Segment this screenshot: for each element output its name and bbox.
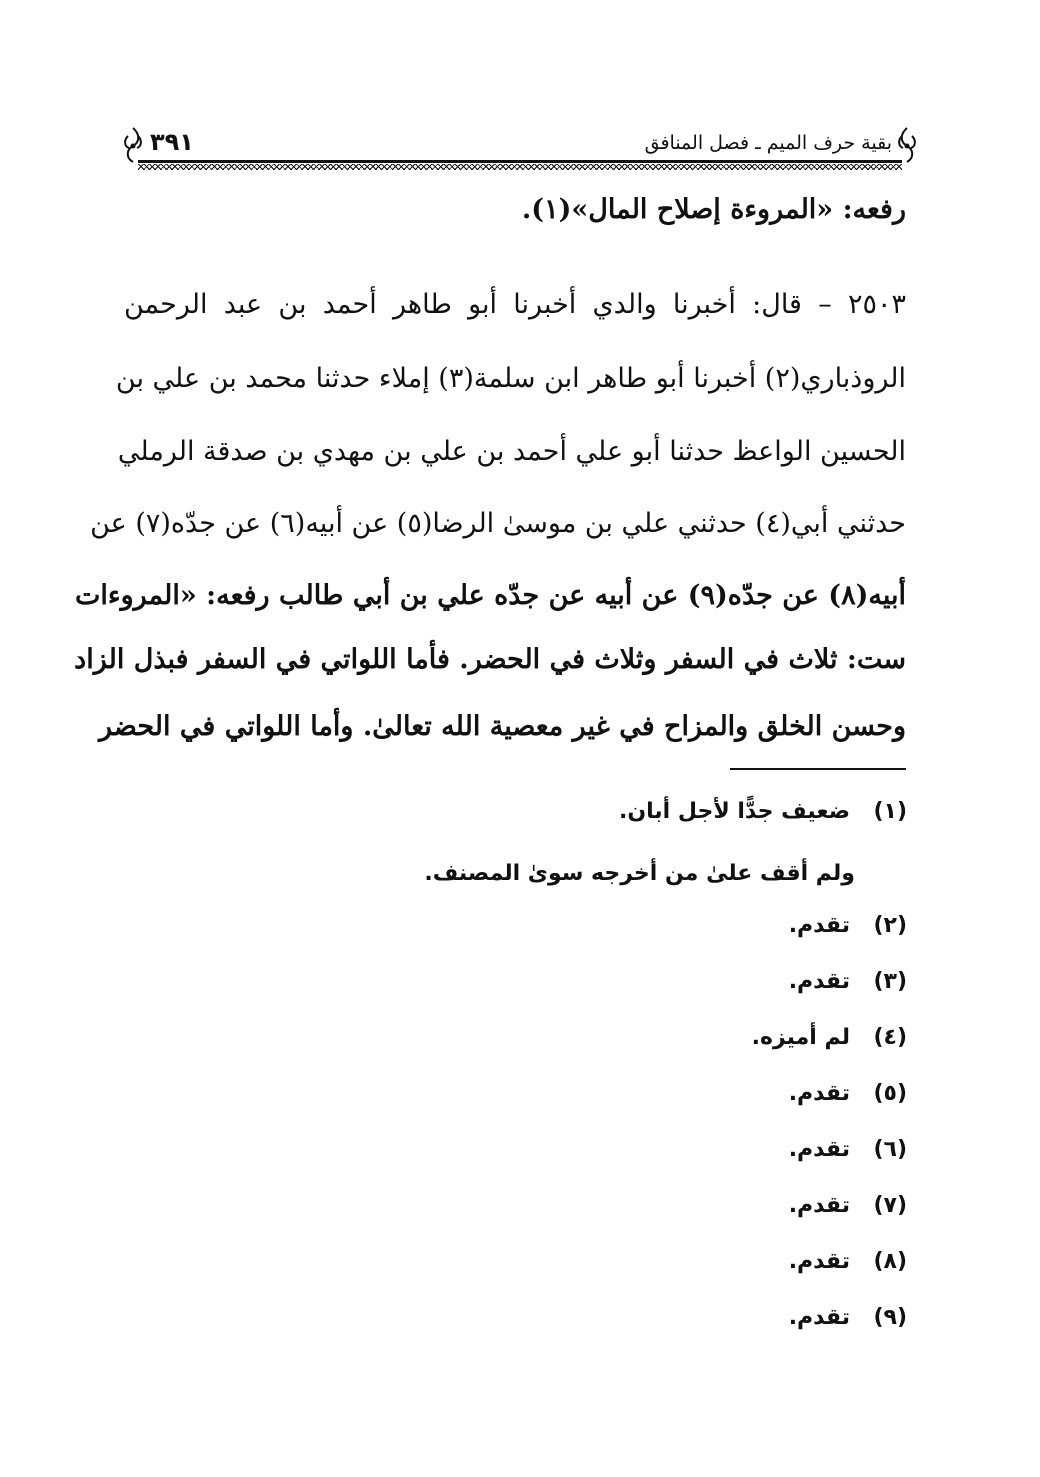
footnote-number: (٣) — [873, 969, 907, 994]
footnote-number: (٤) — [873, 1025, 907, 1050]
header-decorative-band — [138, 164, 902, 170]
ornament-left-icon — [120, 126, 146, 164]
footnote-continuation — [424, 854, 907, 894]
footnote-text: تقدم. — [788, 1081, 850, 1106]
header-title: بقية حرف الميم ـ فصل المنافق — [644, 132, 892, 154]
running-header — [120, 118, 920, 176]
footnote-text: تقدم. — [788, 969, 850, 994]
footnote-number: (١) — [873, 799, 907, 824]
footnote-item — [619, 792, 907, 832]
text-line: الروذباري(٢) أخبرنا أبو طاهر ابن سلمة(٣) إملاء حدثنا محمد بن علي بن — [115, 363, 906, 394]
footnote-text: تقدم. — [788, 1137, 850, 1162]
footnote-number: (٥) — [873, 1081, 907, 1106]
footnote-number: (٨) — [873, 1249, 907, 1274]
footnote-item — [789, 1298, 907, 1338]
footnote-number: (٦) — [873, 1137, 907, 1162]
text-line: ٢٥٠٣ – قال: أخبرنا والدي أخبرنا أبو طاهر أحمد بن عبد الرحمن — [124, 289, 906, 320]
footnote-text: ولم أقف علىٰ من أخرجه سوىٰ المصنف. — [424, 861, 855, 886]
header-rule — [138, 160, 902, 163]
footnote-number: (٢) — [873, 913, 907, 938]
footnote-text: لم أميزه. — [751, 1025, 850, 1050]
footnote-item — [789, 962, 907, 1002]
text-line: أبيه(٨) عن جدّه(٩) عن أبيه عن جدّه علي بن أبي طالب رفعه: «المروءات — [74, 580, 906, 611]
footnote-text: تقدم. — [788, 913, 850, 938]
footnote-item — [789, 1242, 907, 1282]
footnote-text: تقدم. — [788, 1305, 850, 1330]
footnote-item — [789, 906, 907, 946]
footnote-item — [789, 1074, 907, 1114]
text-line: ست: ثلاث في السفر وثلاث في الحضر. فأما اللواتي في السفر فبذل الزاد — [74, 644, 906, 675]
footnote-item — [789, 1186, 907, 1226]
footnote-text: تقدم. — [788, 1193, 850, 1218]
footnote-number: (٧) — [873, 1193, 907, 1218]
footnote-separator — [730, 768, 906, 770]
ornament-right-icon — [894, 126, 920, 164]
footnote-item — [752, 1018, 907, 1058]
text-line: حدثني أبي(٤) حدثني علي بن موسىٰ الرضا(٥) عن أبيه(٦) عن جدّه(٧) عن — [90, 508, 906, 539]
page-number: ٣٩١ — [150, 128, 194, 156]
footnote-number: (٩) — [873, 1305, 907, 1330]
text-line: وحسن الخلق والمزاح في غير معصية الله تعالىٰ. وأما اللواتي في الحضر — [99, 711, 906, 742]
footnote-text: ضعيف جدًّا لأجل أبان. — [618, 799, 850, 824]
text-line: رفعه: «المروءة إصلاح المال»(١). — [521, 194, 906, 225]
footnote-item — [789, 1130, 907, 1170]
text-line: الحسين الواعظ حدثنا أبو علي أحمد بن علي بن مهدي بن صدقة الرملي — [117, 436, 906, 467]
footnote-text: تقدم. — [788, 1249, 850, 1274]
